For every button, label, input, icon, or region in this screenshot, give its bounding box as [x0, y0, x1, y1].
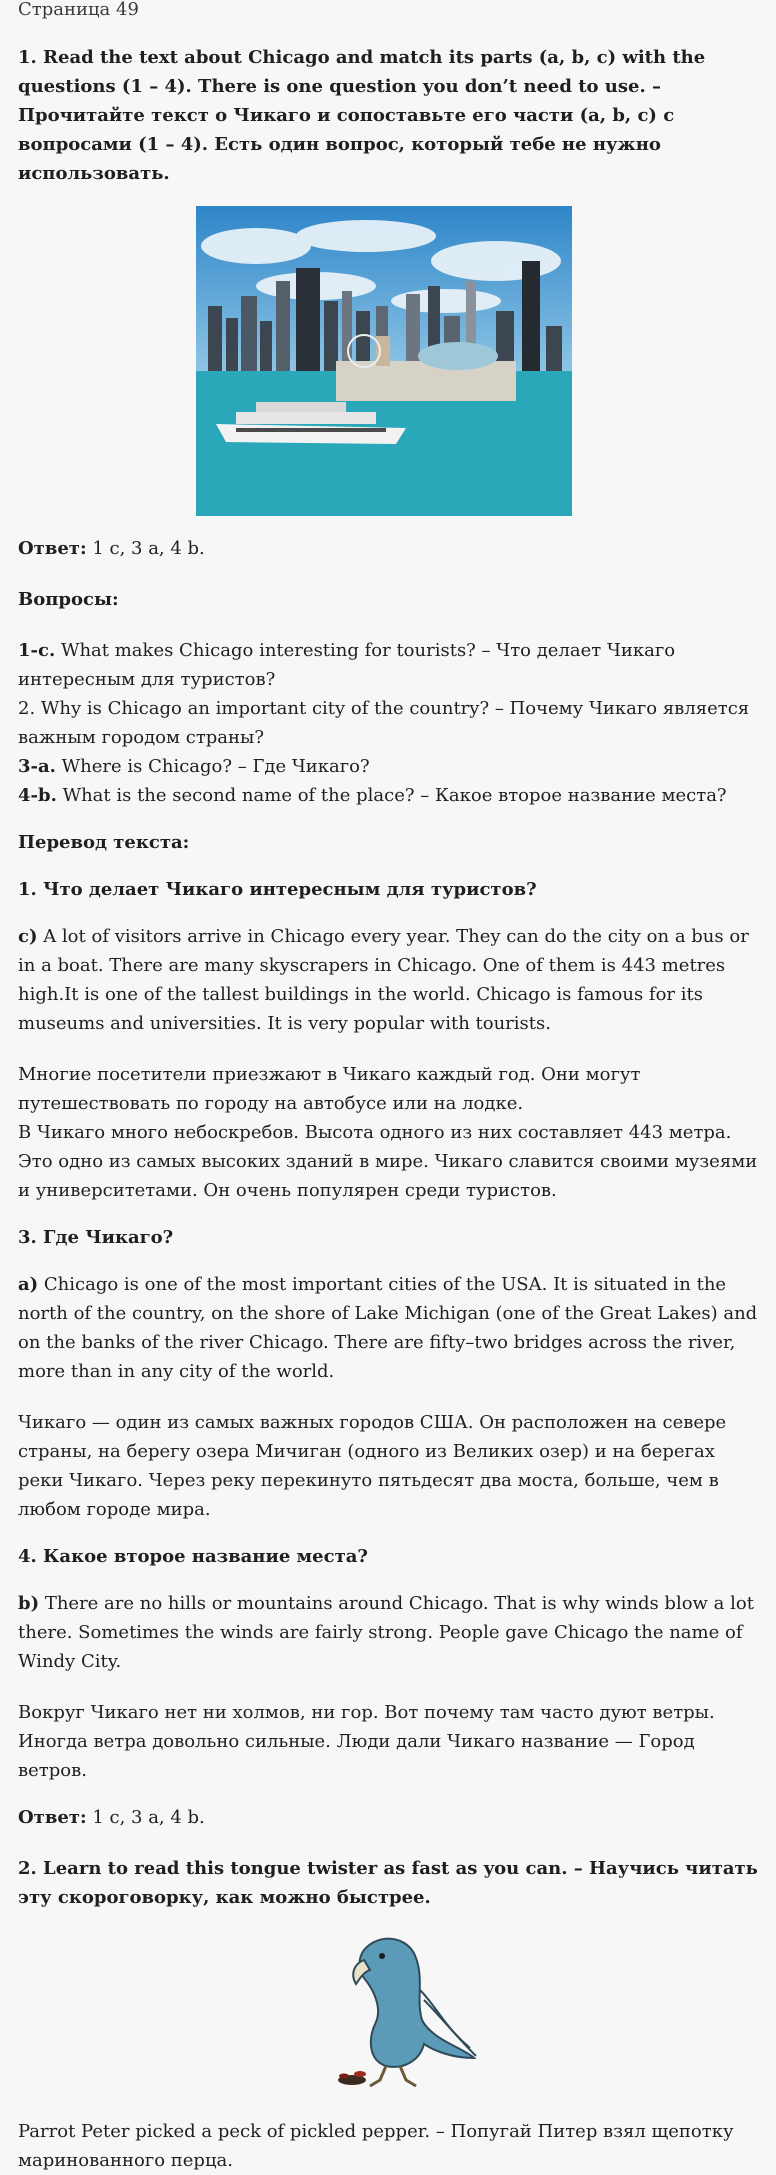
answer1-label: Ответ: — [18, 538, 87, 559]
section-1-russian-2: В Чикаго много небоскребов. Высота одного из них составляет 443 метра. Это одно из самых высоких зданий в мире. Чикаго славится своими музеями и университетами. Он очень популярен среди туристов. — [18, 1122, 758, 1201]
parrot-legs — [370, 2066, 416, 2086]
parrot-image — [324, 1930, 494, 2095]
section-4-russian: Вокруг Чикаго нет ни холмов, ни гор. Вот почему там часто дуют ветры. Иногда ветра довольно сильные. Люди дали Чикаго название — Город ветров. — [18, 1702, 715, 1781]
section-1-english — [18, 922, 758, 1038]
question-key: 4-b. — [18, 785, 57, 806]
parrot-body — [353, 1939, 476, 2067]
section-3-russian: Чикаго — один из самых важных городов США. Он расположен на севере страны, на берегу озера Мичиган (одного из Великих озер) и на берегах реки Чикаго. Через реку перекинуто пятьдесят два моста, больше, чем в любом городе мира. — [18, 1412, 727, 1520]
section-english-text: There are no hills or mountains around Chicago. That is why winds blow a lot there. Sometimes the winds are fairly strong. People gave Chicago the name of Windy City. — [18, 1593, 754, 1672]
answer2 — [18, 1803, 758, 1832]
questions-list — [18, 636, 758, 810]
section-1-heading: 1. Что делает Чикаго интересным для туристов? — [18, 879, 537, 900]
section-english-text: A lot of visitors arrive in Chicago every year. They can do the city on a bus or in a boat. There are many skyscrapers in Chicago. One of them is 443 metres high.It is one of the tallest buildings in the world. Chicago is famous for its museums and universities. It is very popular with tourists. — [18, 926, 749, 1034]
translation-heading: Перевод текста: — [18, 832, 190, 853]
question-2 — [18, 694, 758, 752]
question-key: 1-c. — [18, 640, 56, 661]
question-text: What makes Chicago interesting for tourists? – Что делает Чикаго интересным для туристов? — [18, 640, 676, 690]
task2-heading: 2. Learn to read this tongue twister as fast as you can. – Научись читать эту скороговорку, как можно быстрее. — [18, 1858, 758, 1908]
question-text: 2. Why is Chicago an important city of the country? – Почему Чикаго является важным городом страны? — [18, 698, 750, 748]
task1-heading: 1. Read the text about Chicago and match its parts (a, b, c) with the questions (1 – 4). There is one question you don’t need to use. – Прочитайте текст о Чикаго и сопоставьте его части (a, b, c) с вопросами (1 – 4). Есть один вопрос, который тебе не нужно использовать. — [18, 47, 706, 184]
section-label: b) — [18, 1593, 40, 1614]
question-key: 3-a. — [18, 756, 56, 777]
pepper-pile — [338, 2071, 366, 2085]
question-text: Where is Chicago? – Где Чикаго? — [55, 756, 370, 777]
section-english-text: Chicago is one of the most important cities of the USA. It is situated in the north of the country, on the shore of Lake Michigan (one of the Great Lakes) and on the banks of the river Chicago. There are fifty–two bridges across the river, more than in any city of the world. — [18, 1274, 758, 1382]
question-4 — [18, 781, 758, 810]
answer1 — [18, 534, 758, 563]
section-4-english — [18, 1589, 758, 1676]
tongue-twister: Parrot Peter picked a peck of pickled pepper. – Попугай Питер взял щепотку маринованного перца. — [18, 2121, 734, 2171]
section-3-english — [18, 1270, 758, 1386]
parrot-eye — [379, 1953, 385, 1959]
page-number: Страница 49 — [18, 0, 139, 20]
question-1 — [18, 636, 758, 694]
question-3 — [18, 752, 758, 781]
question-text: What is the second name of the place? – Какое второе название места? — [56, 785, 727, 806]
section-label: a) — [18, 1274, 39, 1295]
answer2-label: Ответ: — [18, 1807, 87, 1828]
section-4-heading: 4. Какое второе название места? — [18, 1546, 368, 1567]
answer1-text: 1 c, 3 a, 4 b. — [86, 538, 205, 559]
questions-heading: Вопросы: — [18, 589, 119, 610]
pier-dome — [418, 342, 498, 370]
section-3-heading: 3. Где Чикаго? — [18, 1227, 174, 1248]
section-label: c) — [18, 926, 38, 947]
chicago-image — [196, 206, 572, 516]
answer2-text: 1 c, 3 a, 4 b. — [86, 1807, 205, 1828]
section-1-russian-1: Многие посетители приезжают в Чикаго каждый год. Они могут путешествовать по городу на автобусе или на лодке. — [18, 1064, 641, 1114]
